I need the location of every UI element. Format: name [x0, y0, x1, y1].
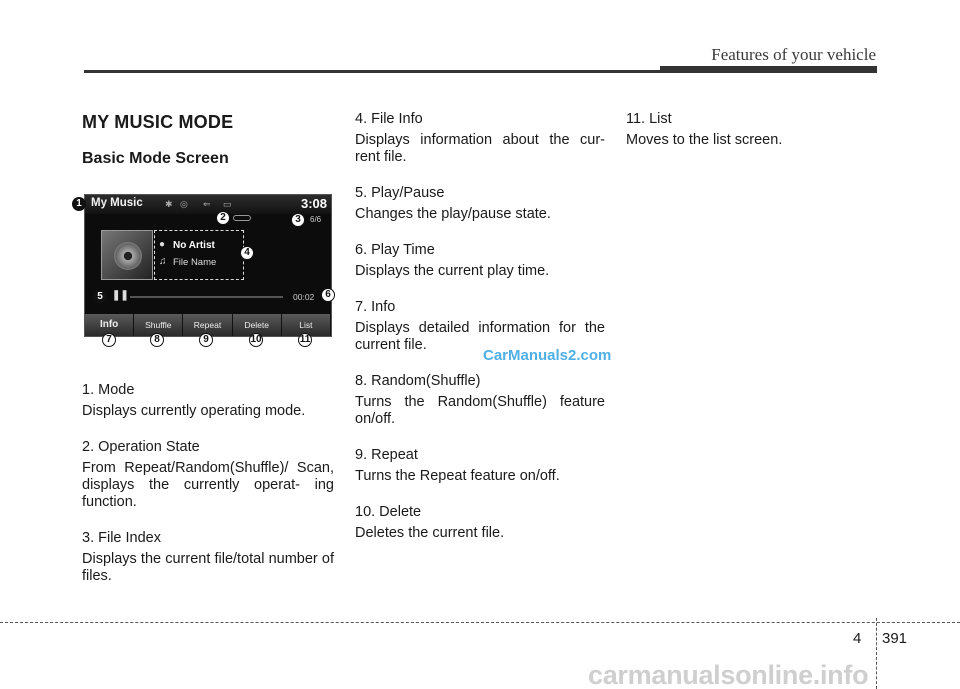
item-title: 4. File Info	[355, 111, 423, 127]
callout-3: 3	[291, 213, 305, 227]
file-info-box	[154, 230, 244, 280]
info-button: Info	[85, 314, 134, 336]
callout-7: 7	[102, 333, 116, 347]
callout-1: 1	[72, 197, 86, 211]
item-desc: From Repeat/Random(Shuffle)/ Scan, displays the currently operat- ing function.	[82, 460, 334, 510]
item-title: 1. Mode	[82, 382, 135, 398]
list-item	[355, 185, 605, 223]
callout-2: 2	[216, 211, 230, 225]
progress-bar	[130, 296, 283, 298]
delete-button: Delete	[233, 314, 282, 336]
item-desc: Displays detailed information for the current file.	[355, 320, 605, 353]
item-desc: Moves to the list screen.	[626, 132, 783, 148]
page-title: MY MUSIC MODE	[82, 112, 234, 132]
item-title: 11. List	[626, 111, 672, 127]
item-title: 2. Operation State	[82, 439, 200, 455]
item-title: 5. Play/Pause	[355, 185, 445, 201]
section-title: Features of your vehicle	[711, 45, 876, 64]
list-item	[355, 111, 605, 166]
item-desc: Deletes the current file.	[355, 525, 505, 541]
column-2	[355, 111, 605, 561]
item-title: 3. File Index	[82, 530, 161, 546]
artist-name: No Artist	[173, 240, 215, 251]
callout-8: 8	[150, 333, 164, 347]
list-item	[355, 299, 605, 354]
album-art	[101, 230, 153, 280]
screen-mode-title: My Music	[91, 197, 143, 209]
pause-icon: ❚❚	[112, 290, 129, 301]
item-desc: Turns the Repeat feature on/off.	[355, 468, 560, 484]
item-desc: Turns the Random(Shuffle) feature on/off.	[355, 394, 605, 427]
watermark-link[interactable]: CarManuals2.com	[483, 347, 612, 364]
battery-icon: ▭	[223, 199, 232, 209]
column-3	[626, 111, 866, 168]
column-1	[82, 382, 334, 604]
list-item	[82, 439, 334, 511]
item-desc: Displays currently operating mode.	[82, 403, 306, 419]
file-index: 6/6	[310, 215, 322, 224]
repeat-button: Repeat	[183, 314, 232, 336]
callout-6: 6	[321, 288, 335, 302]
operation-state-indicator	[233, 215, 251, 221]
usb-icon: ⇐	[203, 199, 211, 209]
callout-10: 10	[250, 334, 262, 345]
list-item	[355, 242, 605, 280]
callout-11: 11	[299, 334, 311, 345]
list-item	[355, 373, 605, 428]
list-item	[355, 447, 605, 485]
item-title: 9. Repeat	[355, 447, 418, 463]
item-title: 8. Random(Shuffle)	[355, 373, 481, 389]
list-button: List	[282, 314, 331, 336]
header-tab-bar	[660, 66, 877, 73]
shuffle-button: Shuffle	[134, 314, 183, 336]
callout-4: 4	[240, 246, 254, 260]
item-desc: Changes the play/pause state.	[355, 206, 551, 222]
item-desc: Displays the current file/total number of files.	[82, 551, 334, 584]
artist-icon: ●	[159, 239, 166, 250]
item-title: 10. Delete	[355, 504, 422, 520]
list-item	[355, 504, 605, 542]
page-number: 391	[882, 630, 908, 647]
page-subtitle: Basic Mode Screen	[82, 150, 229, 167]
music-note-icon: ♫	[159, 256, 167, 267]
play-time: 00:02	[293, 292, 315, 302]
screen-clock: 3:08	[300, 196, 327, 211]
item-title: 7. Info	[355, 299, 396, 315]
callout-5: 5	[93, 290, 107, 304]
file-name: File Name	[173, 257, 217, 268]
item-title: 6. Play Time	[355, 242, 435, 258]
chapter-number: 4	[853, 630, 862, 647]
footer-vertical-divider	[876, 618, 877, 689]
settings-icon: ◎	[180, 199, 188, 209]
disc-icon	[114, 242, 142, 270]
list-item	[82, 530, 334, 585]
footer-divider	[0, 622, 960, 623]
item-desc: Displays information about the cur- rent file.	[355, 132, 605, 165]
item-desc: Displays the current play time.	[355, 263, 550, 279]
callout-9: 9	[199, 333, 213, 347]
footer-watermark: carmanualsonline.info	[588, 660, 869, 689]
header-rule	[84, 70, 660, 73]
list-item	[626, 111, 866, 149]
bluetooth-icon: ✱	[165, 199, 173, 209]
list-item	[82, 382, 334, 420]
